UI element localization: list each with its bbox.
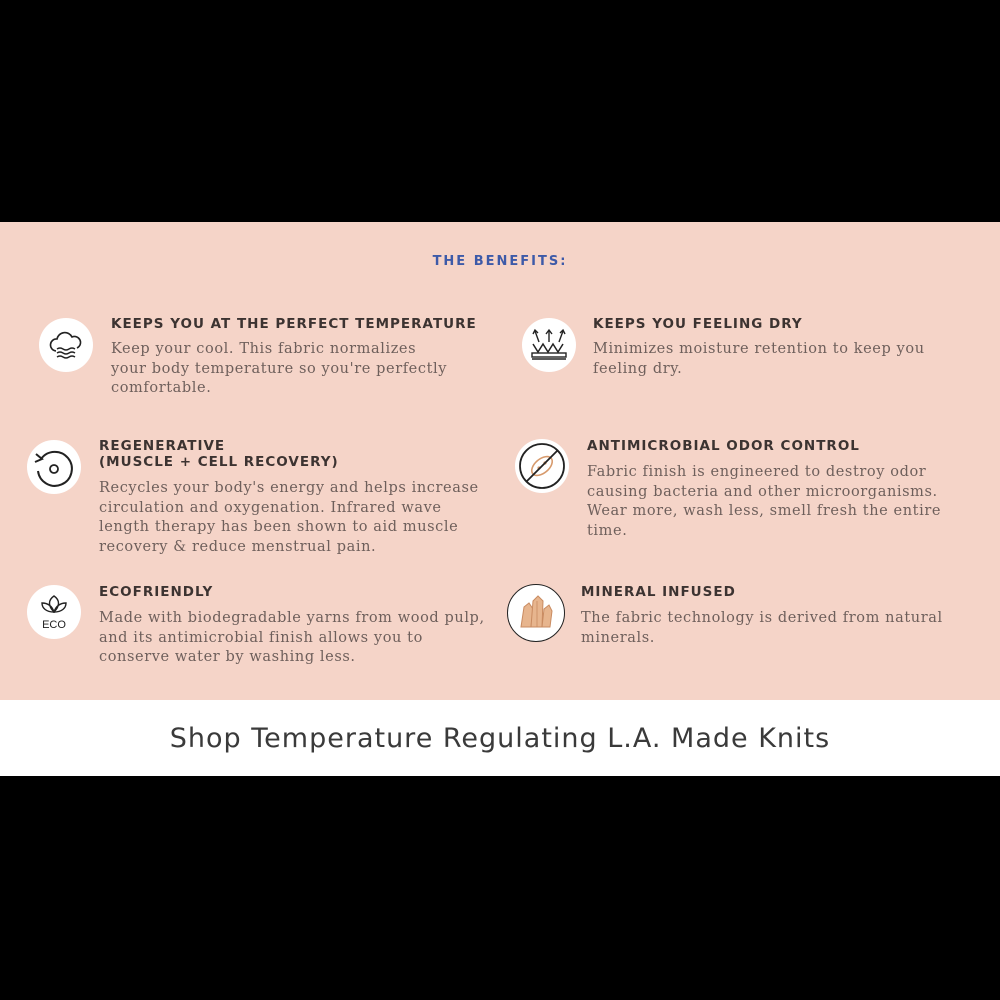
benefit-title: ECOFRIENDLY bbox=[99, 584, 214, 600]
moisture-wicking-icon bbox=[522, 318, 576, 372]
benefit-description: Made with biodegradable yarns from wood pulp, and its antimicrobial finish allows you to conserve water by washing less. bbox=[99, 610, 485, 666]
no-bacteria-icon bbox=[515, 439, 569, 493]
eco-leaf-icon bbox=[27, 585, 81, 639]
shop-banner bbox=[0, 700, 1000, 776]
benefit-description: Keep your cool. This fabric normalizes your body temperature so you're perfectly comfortable. bbox=[111, 341, 448, 397]
eco-label: ECO bbox=[42, 619, 66, 631]
recovery-cycle-icon bbox=[27, 440, 81, 494]
mineral-crystal-icon bbox=[507, 584, 565, 642]
benefit-description: Recycles your body's energy and helps increase circulation and oxygenation. Infrared wave length therapy has been shown to aid muscle recovery & reduce menstrual pain. bbox=[99, 480, 479, 555]
benefit-title: MINERAL INFUSED bbox=[581, 584, 736, 600]
benefit-title: KEEPS YOU AT THE PERFECT TEMPERATURE bbox=[111, 316, 477, 332]
benefit-title: REGENERATIVE (MUSCLE + CELL RECOVERY) bbox=[99, 438, 339, 470]
shop-link[interactable]: Shop Temperature Regulating L.A. Made Knits bbox=[169, 722, 831, 754]
benefit-title: KEEPS YOU FEELING DRY bbox=[593, 316, 803, 332]
benefits-section bbox=[0, 222, 1000, 700]
benefit-description: The fabric technology is derived from natural minerals. bbox=[581, 610, 943, 646]
benefit-description: Minimizes moisture retention to keep you feeling dry. bbox=[593, 341, 925, 377]
section-heading: THE BENEFITS: bbox=[432, 254, 568, 269]
benefit-description: Fabric finish is engineered to destroy odor causing bacteria and other microorganisms. Wear more, wash less, smell fresh the entire time. bbox=[587, 464, 942, 539]
cloud-heat-icon bbox=[39, 318, 93, 372]
benefit-title: ANTIMICROBIAL ODOR CONTROL bbox=[587, 438, 860, 454]
